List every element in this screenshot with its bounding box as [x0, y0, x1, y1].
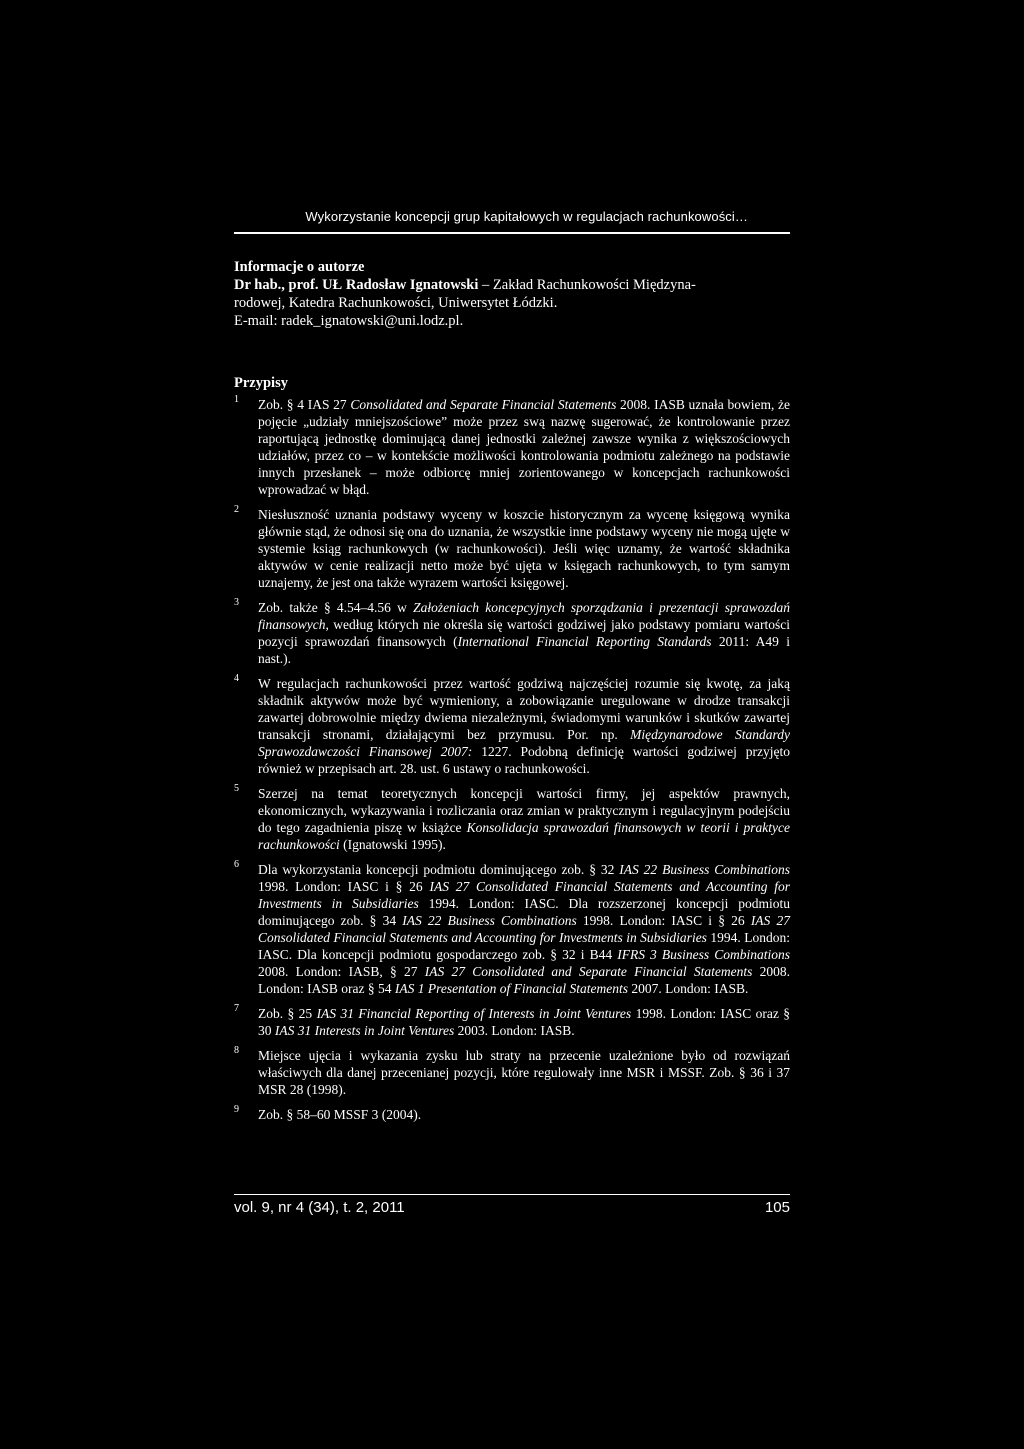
footnote — [234, 599, 790, 667]
italic-title: Consolidated and Separate Financial Statements — [350, 397, 617, 412]
author-name: Dr hab., prof. UŁ Radosław Ignatowski — [234, 277, 479, 293]
footnote-text — [258, 599, 790, 667]
text-run: 1998. London: IASC i § 26 — [576, 913, 751, 928]
footnote-number: 2 — [234, 504, 239, 515]
italic-title: Założeniach koncepcyjnych sporządzania i prezentacji sprawozdań finansowych — [258, 600, 790, 632]
author-line — [234, 276, 790, 294]
text-run: Miejsce ujęcia i wykazania zysku lub straty na przecenie uzależnione było od rozwiązań właściwych dla danej przecenianej pozycji, które regulowały inne MSR i MSSF. Zob. § 36 i 37 MSR 28 (1998). — [258, 1048, 790, 1097]
running-head: Wykorzystanie koncepcji grup kapitałowych w regulacjach rachunkowości… — [305, 209, 748, 224]
page-content — [234, 208, 790, 1131]
text-run: Dla wykorzystania koncepcji podmiotu dominującego zob. § 32 — [258, 862, 620, 877]
footnote-text — [258, 1005, 790, 1039]
footnote-text — [258, 396, 790, 498]
text-run: 2003. London: IASB. — [454, 1023, 575, 1038]
text-run: Szerzej na temat teoretycznych koncepcji wartości firmy, jej aspektów prawnych, ekonomicznych, wykazywania i rozliczania oraz zmian w praktycznym i regulacyjnym podejściu do tego zagadnienia piszę w książce — [258, 786, 790, 835]
author-info — [234, 258, 790, 330]
footnote — [234, 1005, 790, 1039]
text-run: Zob. § 4 IAS 27 — [258, 397, 351, 412]
footnote-text — [258, 675, 790, 777]
italic-title: IFRS 3 Business Combinations — [617, 947, 791, 962]
italic-title: IAS 27 Consolidated Financial Statements and Accounting for Investments in Subsidiaries — [258, 913, 790, 945]
footnote — [234, 506, 790, 591]
author-section-title: Informacje o autorze — [234, 259, 365, 275]
text-run: 1227. Podobną definicję wartości godziwej przyjęto również w przepisach art. 28. ust. 6 ustawy o rachunkowości. — [258, 744, 790, 776]
footnote-number: 5 — [234, 783, 239, 794]
italic-title: IAS 27 Consolidated Financial Statements and Accounting for Investments in Subsidiaries — [258, 879, 790, 911]
italic-title: IAS 1 Presentation of Financial Statements — [394, 981, 628, 996]
footnote — [234, 1106, 790, 1123]
notes-title: Przypisy — [234, 375, 288, 391]
footnote-text — [258, 785, 790, 853]
footnote-text — [258, 506, 790, 591]
author-email: E-mail: radek_ignatowski@uni.lodz.pl. — [234, 313, 464, 329]
footer-rule — [234, 1194, 790, 1195]
footnote-number: 7 — [234, 1003, 239, 1014]
text-run: 1998. London: IASC oraz § 30 — [258, 1006, 791, 1038]
text-run: 2008. London: IASB oraz § 54 — [258, 964, 791, 996]
footnote — [234, 396, 790, 498]
footnote-number: 9 — [234, 1104, 239, 1115]
text-run: 2008. IASB uznała bowiem, że pojęcie „udziały mniejszościowe” może przez swą nazwę sugerować, że kontrolowanie przez raportującą jednostkę dominującą danej jednostki zależnej zawsze wynika z większościowych udziałów, przez co – w kontekście możliwości kontrolowania podmiotu zależnego na podstawie innych przesłanek – może odbiorcę mniej zorientowanego w koncepcjach rachunkowości wprowadzać w błąd. — [258, 397, 790, 497]
italic-title: International Financial Reporting Standards — [457, 634, 712, 649]
text-run: 1994. London: IASC. Dla rozszerzonej koncepcji podmiotu dominującego zob. § 34 — [258, 896, 790, 928]
italic-title: IAS 22 Business Combinations — [402, 913, 577, 928]
footnote-number: 4 — [234, 673, 239, 684]
footnote — [234, 1047, 790, 1098]
text-run: 2007. London: IASB. — [627, 981, 749, 996]
italic-title: Konsolidacja sprawozdań finansowych w teorii i praktyce rachunkowości — [258, 820, 790, 852]
text-run: Zob. także § 4.54–4.56 w — [258, 600, 414, 615]
author-affiliation-2: rodowej, Katedra Rachunkowości, Uniwersytet Łódzki. — [234, 295, 558, 311]
italic-title: Międzynarodowe Standardy Sprawozdawczości Finansowej 2007: — [258, 727, 791, 759]
footnote — [234, 675, 790, 777]
page-number: 105 — [764, 1199, 790, 1216]
footnote-text — [258, 1047, 790, 1098]
footnote-text — [258, 861, 790, 997]
footnote-number: 6 — [234, 859, 239, 870]
text-run: , według których nie określa się wartości godziwej jako podstawy pomiaru wartości pozycji sprawozdań finansowych ( — [258, 617, 790, 649]
footnotes-list — [234, 396, 790, 1123]
footnote-text — [258, 1106, 790, 1123]
italic-title: IAS 27 Consolidated and Separate Financial Statements — [424, 964, 753, 979]
footnote-number: 3 — [234, 597, 239, 608]
italic-title: IAS 22 Business Combinations — [619, 862, 790, 877]
journal-volume: vol. 9, nr 4 (34), t. 2, 2011 — [234, 1199, 405, 1216]
text-run: Zob. § 25 — [258, 1006, 317, 1021]
footnote — [234, 785, 790, 853]
text-run: 1998. London: IASC i § 26 — [258, 879, 430, 894]
header-rule — [234, 232, 790, 234]
page-footer — [234, 1199, 790, 1216]
footnote-number: 8 — [234, 1045, 239, 1056]
text-run: Niesłuszność uznania podstawy wyceny w koszcie historycznym za wycenę księgową wynika głównie stąd, że odnosi się ona do uznania, że wszystkie inne podstawy wyceny nie mogą ujęte w systemie ksiąg rachunkowych (w rachunkowości). Jeśli więc uznamy, że wartość składnika aktywów w cenie realizacji netto może być ujęta w księgach rachunkowych, to tym samym uznajemy, że jest ona także wyrazem wartości księgowej. — [258, 507, 790, 590]
italic-title: IAS 31 Interests in Joint Ventures — [274, 1023, 455, 1038]
text-run: W regulacjach rachunkowości przez wartość godziwą najczęściej rozumie się kwotę, za jaką składnik aktywów może być wymieniony, a zobowiązanie uregulowane w drodze transakcji zawartej dobrowolnie między dwiema niezależnymi, świadomymi warunków i skutków zawartej transakcji stronami, działającymi bez przymusu. Por. np. — [258, 676, 790, 742]
text-run: (Ignatowski 1995). — [339, 837, 446, 852]
text-run: Zob. § 58–60 MSSF 3 (2004). — [258, 1107, 422, 1122]
text-run: 1994. London: IASC. Dla koncepcji podmiotu gospodarczego zob. § 32 i B44 — [258, 930, 790, 962]
text-run: 2008. London: IASB, § 27 — [258, 964, 425, 979]
italic-title: IAS 31 Financial Reporting of Interests in Joint Ventures — [316, 1006, 632, 1021]
text-run: 2011: A49 i nast.). — [258, 634, 790, 666]
footnote-number: 1 — [234, 394, 239, 405]
footnote — [234, 861, 790, 997]
author-affiliation-1: – Zakład Rachunkowości Międzyna- — [478, 277, 696, 293]
